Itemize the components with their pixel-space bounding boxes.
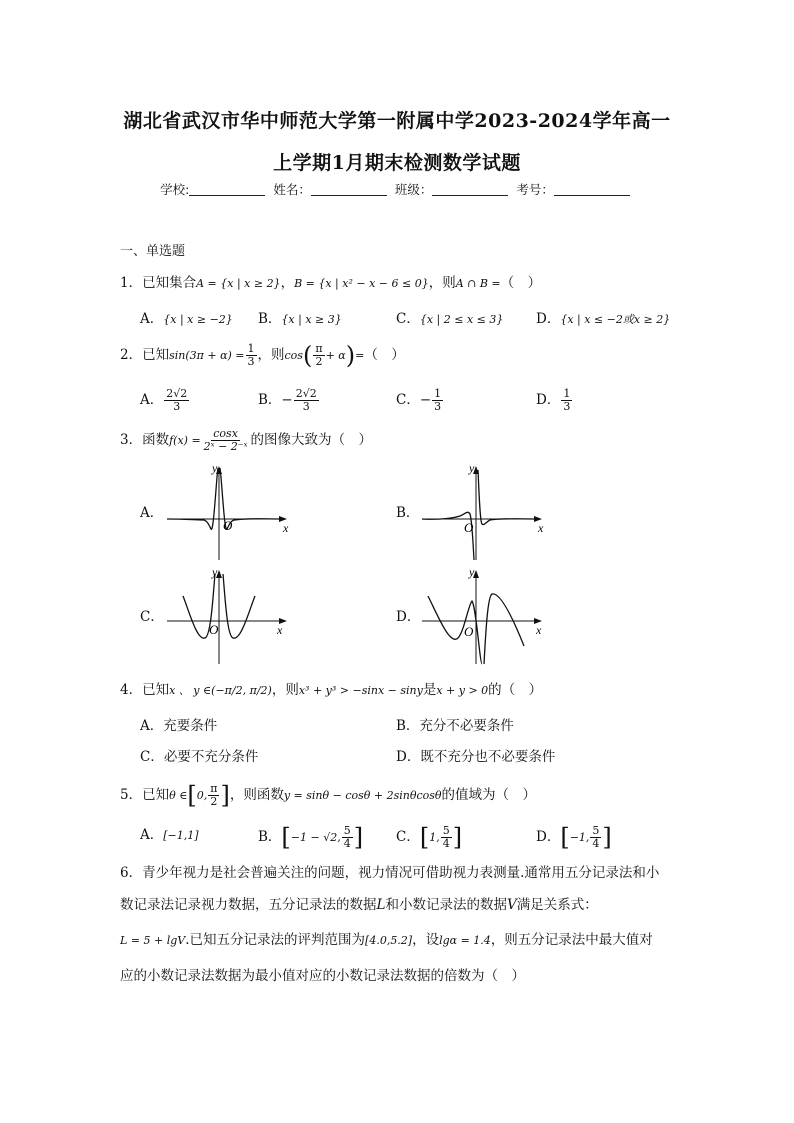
q3-option-a-label[interactable]: A．: [140, 505, 164, 521]
q1-option-a[interactable]: A．{x | x ≥ −2}: [140, 311, 233, 327]
q4-then: ，则: [271, 682, 299, 698]
q1-set-b: B = {x | x² − x − 6 ≤ 0}: [294, 277, 429, 290]
q3-post: 的图像大致为（ ）: [250, 432, 372, 448]
q6-line-2: 数记录法记录视力数据，五分记录法的数据L和小数记录法的数据V满足关系式：: [120, 897, 598, 913]
question-2: 2．已知sin(3π + α) = $\frac{1}{3}$ ，则cos( $\frac{\pi}{2}$ + α)=（ ）: [120, 341, 405, 370]
title-line-1: 湖北省武汉市华中师范大学第一附属中学2023-2024学年高一: [123, 110, 671, 132]
q5-theta: θ ∈: [169, 789, 188, 802]
q5-option-d[interactable]: D．[−1, $\frac{5}{4}$ ]: [536, 823, 612, 852]
q1-expression: A ∩ B =: [455, 277, 501, 290]
q2-ask-rest: + α: [325, 349, 346, 362]
q6-var-V: V: [506, 897, 517, 913]
q2-answer-paren: （ ）: [364, 347, 405, 363]
x-label: x: [283, 521, 289, 535]
q1-set-a: A = {x | x ≥ 2}: [196, 277, 281, 290]
q4-prefix: 已知: [142, 682, 170, 698]
q4-is: 是: [422, 682, 437, 698]
q2-option-b[interactable]: B．− $\frac{2√2}{3}$: [258, 387, 317, 413]
q3-graph-c[interactable]: [165, 566, 295, 666]
q6-line-1: 6．青少年视力是社会普遍关注的问题，视力情况可借助视力表测量.通常用五分记录法和小: [120, 865, 660, 881]
q5-number: 5．: [120, 787, 143, 803]
q2-ask-fraction: $\frac{\pi}{2}$: [315, 342, 323, 368]
q3-fx: f(x) =: [169, 434, 201, 447]
q2-then: ，则: [257, 347, 285, 363]
x-label: x: [536, 623, 542, 637]
q2-given-fraction: $\frac{1}{3}$: [247, 342, 255, 368]
q3-prefix: 函数: [142, 432, 170, 448]
exam-no-label: 考号：: [516, 182, 554, 197]
q2-given: sin(3π + α) =: [169, 349, 245, 362]
x-label: x: [538, 521, 544, 535]
name-label: 姓名：: [273, 182, 311, 197]
question-4: [120, 680, 542, 701]
q4-option-c[interactable]: C．必要不充分条件: [140, 749, 259, 765]
x-label: x: [277, 623, 283, 637]
q5-option-c[interactable]: C．[1, $\frac{5}{4}$ ]: [396, 823, 463, 852]
q3-option-b-label[interactable]: B．: [396, 505, 420, 521]
q1-then: ，则: [428, 275, 456, 291]
q1-number: 1．: [120, 275, 143, 291]
q2-ask-func: cos: [284, 349, 303, 362]
q1-prefix: 已知集合: [142, 275, 197, 291]
q4-number: 4．: [120, 682, 143, 698]
q2-prefix: 已知: [142, 347, 170, 363]
question-5: 5．已知θ ∈[0, $\frac{\pi}{2}$ ]，则函数y = sinθ − cosθ + 2sinθcosθ的值域为（ ）: [120, 781, 537, 810]
q6-line-3: L = 5 + lgV.已知五分记录法的评判范围为[4.0,5.2]，设lgα = 1.4，则五分记录法中最大值对: [120, 932, 653, 948]
q5-function: y = sinθ − cosθ + 2sinθcosθ: [283, 789, 442, 802]
q4-post: 的（ ）: [488, 682, 543, 698]
q4-option-a[interactable]: A．充要条件: [140, 718, 218, 734]
q4-interval: (−π/2, π/2): [211, 684, 272, 697]
q1-separator: ，: [280, 275, 295, 291]
q5-post: 的值域为（ ）: [441, 787, 537, 803]
q3-option-d-label[interactable]: D．: [396, 609, 421, 625]
q5-option-b[interactable]: B．[−1 − √2, $\frac{5}{4}$ ]: [258, 823, 364, 852]
q1-option-d[interactable]: D．{x | x ≤ −2或x ≥ 2}: [536, 311, 671, 327]
q4-conclusion: x + y > 0: [436, 684, 489, 697]
q2-option-a[interactable]: A． $\frac{2√2}{3}$: [140, 387, 188, 413]
q5-range-left: 0,: [196, 789, 208, 802]
q3-number: 3．: [120, 432, 143, 448]
q2-option-d[interactable]: D． $\frac{1}{3}$: [536, 387, 571, 413]
q5-then: ，则函数: [229, 787, 284, 803]
school-label: 学校:: [160, 182, 190, 197]
q4-option-d[interactable]: D．既不充分也不必要条件: [396, 749, 556, 765]
name-blank[interactable]: [311, 181, 387, 196]
q2-option-c[interactable]: C．− $\frac{1}{3}$: [396, 387, 442, 413]
q5-range-fraction: $\frac{\pi}{2}$: [210, 782, 218, 808]
section-heading: 一、单选题: [120, 244, 186, 259]
q3-option-c-label[interactable]: C．: [140, 609, 164, 625]
q2-number: 2．: [120, 347, 143, 363]
origin-label: O: [464, 520, 474, 535]
class-label: 班级：: [394, 182, 433, 197]
q6-lga: lgα = 1.4: [439, 934, 491, 947]
origin-label: O: [209, 622, 219, 637]
exam-no-blank[interactable]: [554, 181, 630, 196]
q1-answer-paren: （ ）: [500, 275, 542, 291]
class-blank[interactable]: [432, 181, 508, 196]
question-1: [120, 273, 541, 294]
origin-label: O: [223, 518, 233, 533]
q6-line-4: 应的小数记录法数据为最小值对应的小数记录法数据的倍数为（ ）: [120, 968, 525, 984]
question-3: [120, 428, 372, 453]
q6-formula: L = 5 + lgV: [120, 934, 186, 947]
q4-option-b[interactable]: B．充分不必要条件: [396, 718, 514, 734]
q5-prefix: 已知: [142, 787, 170, 803]
y-label: y: [469, 565, 475, 579]
q1-option-b[interactable]: B．{x | x ≥ 3}: [258, 311, 342, 327]
q5-option-a[interactable]: A．[−1,1]: [140, 827, 199, 843]
q6-var-L: L: [376, 897, 386, 913]
y-label: y: [212, 461, 218, 475]
curve-b: [422, 470, 538, 560]
q3-graph-d[interactable]: [420, 566, 550, 666]
q6-range: [4.0,5.2]: [365, 934, 413, 947]
school-blank[interactable]: [189, 181, 265, 196]
q1-option-c[interactable]: C．{x | 2 ≤ x ≤ 3}: [396, 311, 504, 327]
student-info-row: [0, 180, 794, 198]
q4-vars: x 、 y ∈: [169, 684, 212, 697]
q3-fraction: $\frac{\cos x}{\text{2ˣ − 2⁻ˣ}}$: [203, 427, 248, 453]
y-label: y: [212, 565, 218, 579]
y-label: y: [469, 461, 475, 475]
title-line-2: 上学期1月期末检测数学试题: [273, 152, 521, 174]
q3-graph-b[interactable]: [420, 462, 550, 562]
origin-label: O: [464, 624, 474, 639]
q3-graph-a[interactable]: [165, 462, 295, 562]
q4-condition: x³ + y³ > −sinx − siny: [298, 684, 423, 697]
q2-eq: =: [355, 349, 365, 362]
